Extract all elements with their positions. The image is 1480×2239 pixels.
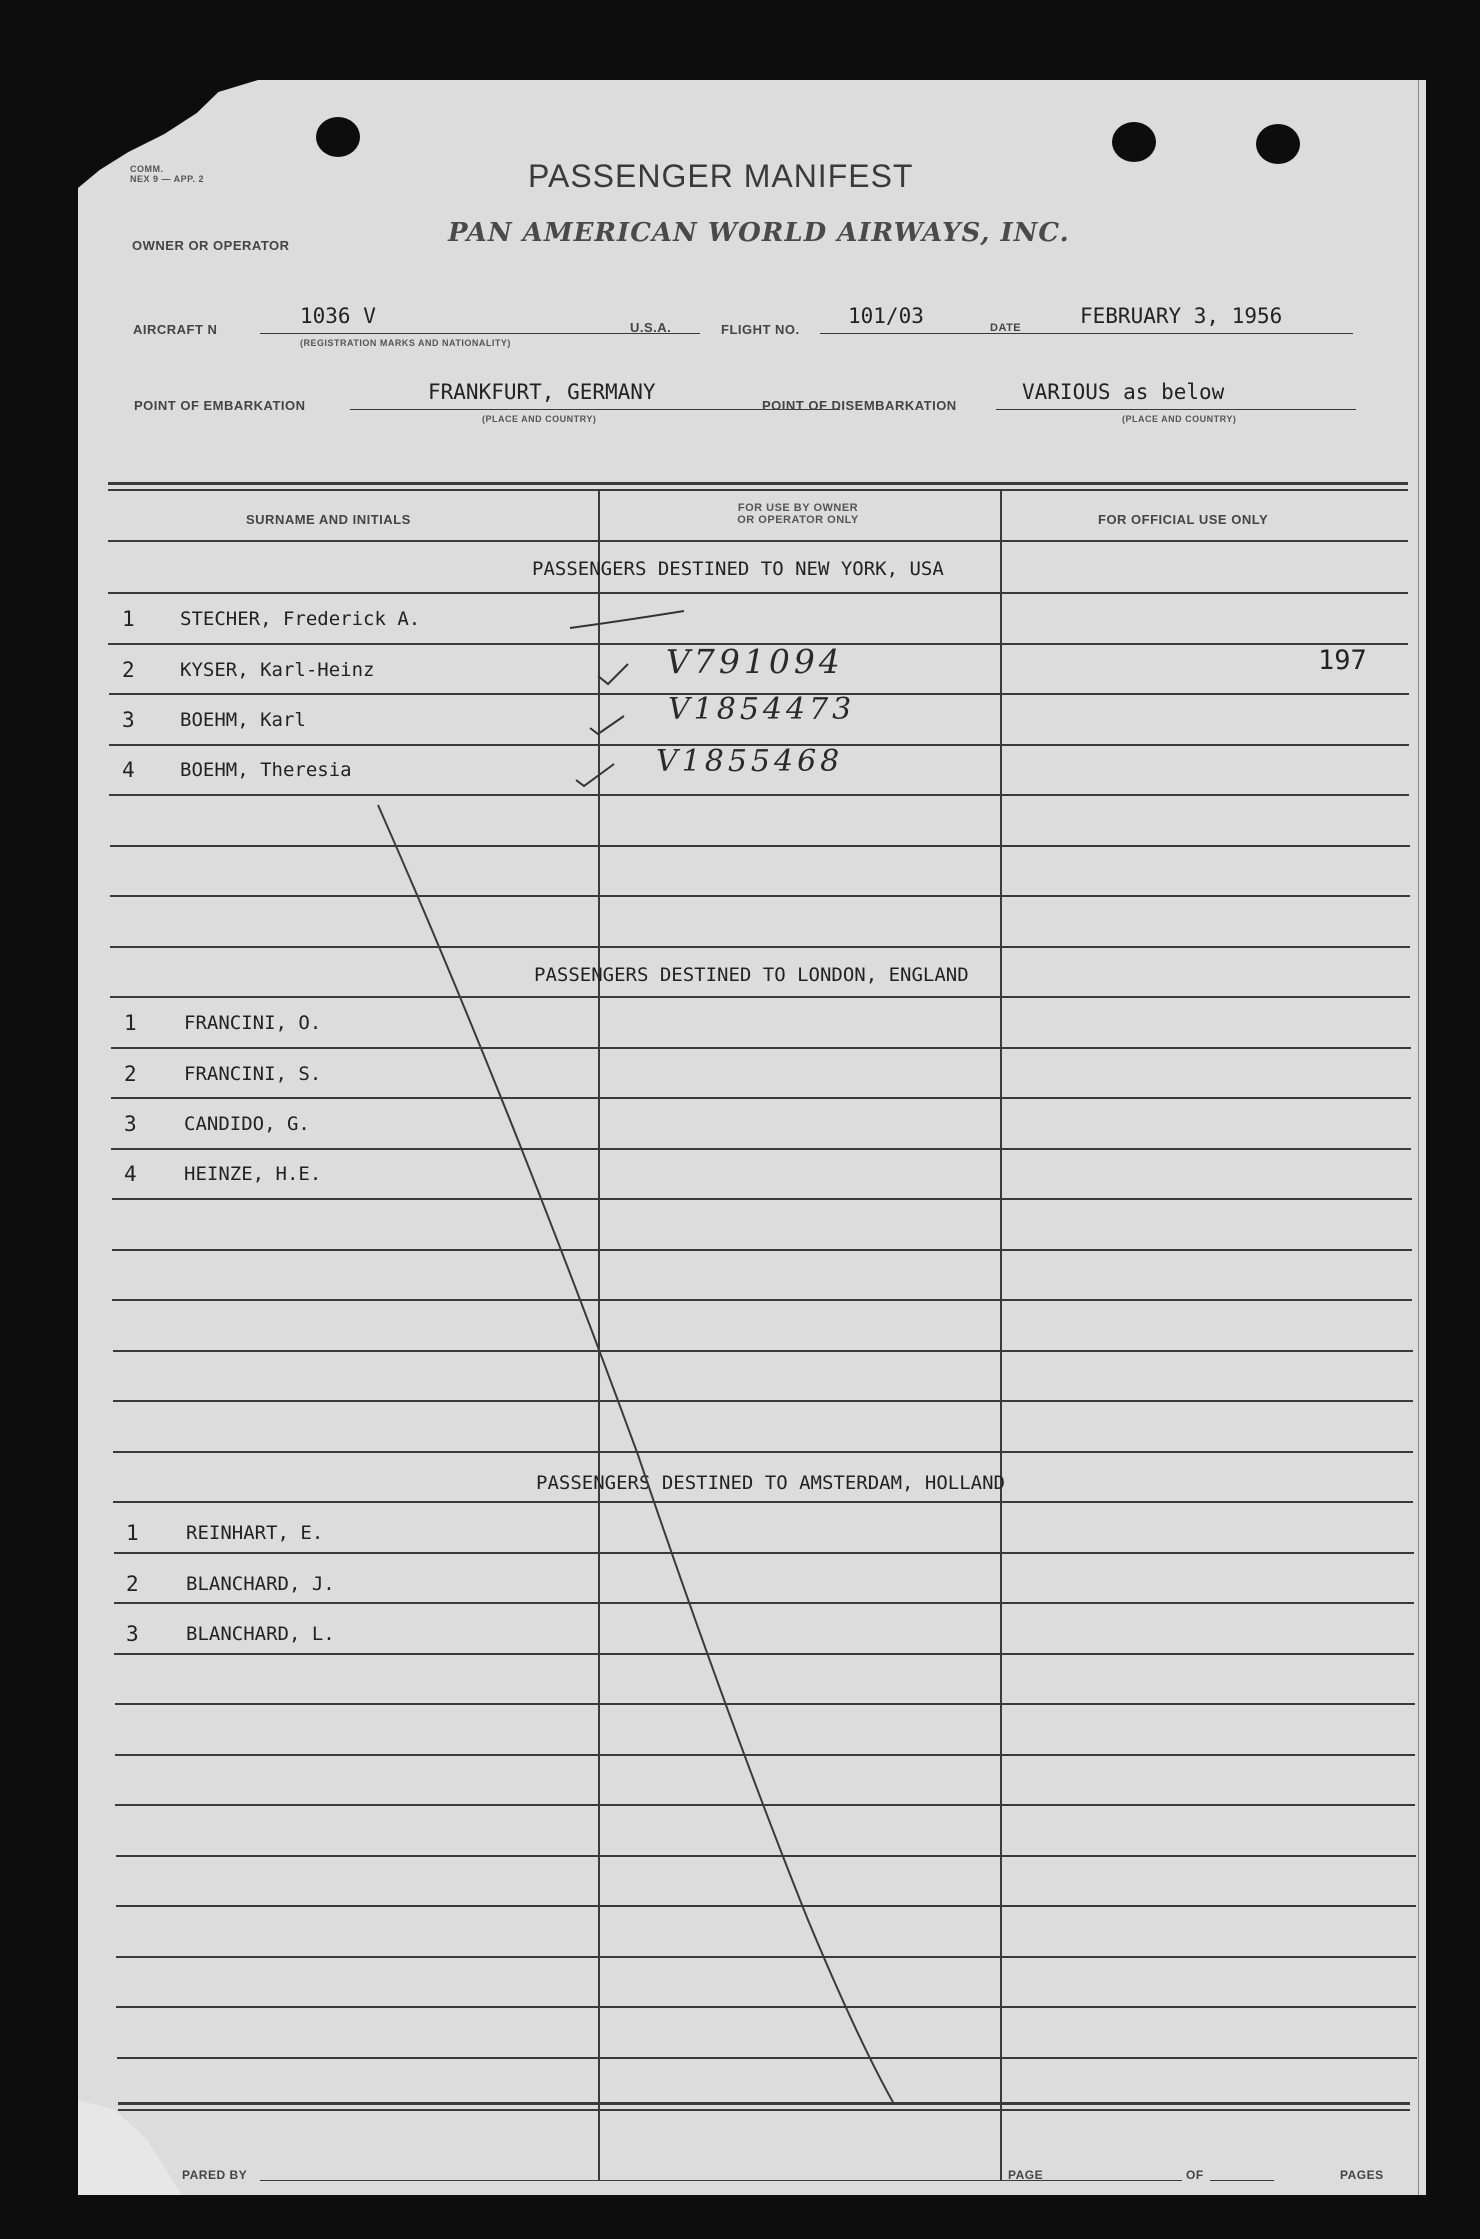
page-title: PASSENGER MANIFEST bbox=[528, 158, 914, 194]
passenger-number: 2 bbox=[124, 1062, 137, 1086]
of-line bbox=[1210, 2180, 1274, 2181]
registration-caption: (REGISTRATION MARKS AND NATIONALITY) bbox=[300, 338, 511, 348]
passenger-number: 3 bbox=[126, 1622, 139, 1646]
passenger-number: 3 bbox=[122, 708, 135, 732]
embark-label: POINT OF EMBARKATION bbox=[134, 398, 306, 413]
passenger-name: BLANCHARD, J. bbox=[186, 1573, 335, 1595]
pages-label: PAGES bbox=[1340, 2168, 1384, 2182]
passenger-name: BOEHM, Karl bbox=[180, 709, 306, 731]
passenger-number: 1 bbox=[124, 1011, 137, 1035]
dash-mark bbox=[570, 611, 684, 628]
embark-caption: (PLACE AND COUNTRY) bbox=[482, 414, 597, 424]
footer-rule bbox=[118, 2109, 1410, 2111]
prepared-by-label: PARED BY bbox=[182, 2168, 248, 2182]
passenger-number: 4 bbox=[124, 1162, 137, 1186]
col-surname-header: SURNAME AND INITIALS bbox=[246, 512, 411, 527]
passenger-name: REINHART, E. bbox=[186, 1522, 324, 1544]
passenger-number: 1 bbox=[126, 1521, 139, 1545]
check-mark bbox=[576, 764, 614, 786]
disembark-value: VARIOUS as below bbox=[1022, 380, 1225, 404]
passenger-number: 3 bbox=[124, 1112, 137, 1136]
airline-name: PAN AMERICAN WORLD AIRWAYS, INC. bbox=[448, 218, 1070, 248]
of-label: OF bbox=[1186, 2168, 1204, 2182]
ticket-note: V791094 bbox=[666, 642, 844, 681]
check-mark bbox=[590, 716, 624, 734]
prepared-by-line bbox=[260, 2180, 1090, 2181]
footer-rule bbox=[118, 2102, 1410, 2105]
check-mark bbox=[598, 664, 628, 684]
col-owner-header-line-2: OR OPERATOR ONLY bbox=[737, 514, 859, 526]
manifest-sheet bbox=[78, 80, 1426, 2195]
owner-label: OWNER OR OPERATOR bbox=[132, 238, 290, 253]
aircraft-value: 1036 V bbox=[300, 304, 376, 328]
form-code-line-1: COMM. bbox=[130, 164, 164, 174]
official-number: 197 bbox=[1318, 645, 1367, 676]
passenger-name: KYSER, Karl-Heinz bbox=[180, 659, 375, 681]
group-heading-amsterdam: PASSENGERS DESTINED TO AMSTERDAM, HOLLAND bbox=[536, 1472, 1005, 1494]
disembark-caption: (PLACE AND COUNTRY) bbox=[1122, 414, 1237, 424]
passenger-number: 2 bbox=[122, 658, 135, 682]
aircraft-label: AIRCRAFT N bbox=[133, 322, 218, 337]
page-label: PAGE bbox=[1008, 2168, 1044, 2182]
passenger-name: FRANCINI, O. bbox=[184, 1012, 322, 1034]
passenger-name: BLANCHARD, L. bbox=[186, 1623, 335, 1645]
usa-label: U.S.A. bbox=[630, 320, 672, 335]
embark-value: FRANKFURT, GERMANY bbox=[428, 380, 656, 404]
ticket-note: V1854473 bbox=[668, 692, 856, 727]
passenger-name: STECHER, Frederick A. bbox=[180, 608, 421, 630]
diagonal-stroke bbox=[378, 805, 894, 2104]
col-owner-header-line-1: FOR USE BY OWNER bbox=[737, 502, 859, 514]
page-line bbox=[1058, 2180, 1182, 2181]
flight-label: FLIGHT NO. bbox=[721, 322, 800, 337]
ticket-note: V1855468 bbox=[656, 744, 844, 779]
passenger-number: 2 bbox=[126, 1572, 139, 1596]
group-heading-london: PASSENGERS DESTINED TO LONDON, ENGLAND bbox=[534, 964, 969, 986]
passenger-name: BOEHM, Theresia bbox=[180, 759, 352, 781]
passenger-number: 1 bbox=[122, 607, 135, 631]
passenger-name: HEINZE, H.E. bbox=[184, 1163, 322, 1185]
date-label: DATE bbox=[990, 322, 1022, 334]
disembark-label: POINT OF DISEMBARKATION bbox=[762, 398, 957, 413]
passenger-name: FRANCINI, S. bbox=[184, 1063, 322, 1085]
form-code-line-2: NEX 9 — APP. 2 bbox=[130, 174, 205, 184]
passenger-name: CANDIDO, G. bbox=[184, 1113, 310, 1135]
col-official-header: FOR OFFICIAL USE ONLY bbox=[1098, 512, 1269, 527]
passenger-number: 4 bbox=[122, 758, 135, 782]
pen-marks bbox=[78, 80, 1426, 2195]
group-heading-new-york: PASSENGERS DESTINED TO NEW YORK, USA bbox=[532, 558, 944, 580]
date-value: FEBRUARY 3, 1956 bbox=[1080, 304, 1283, 328]
flight-value: 101/03 bbox=[848, 304, 924, 328]
